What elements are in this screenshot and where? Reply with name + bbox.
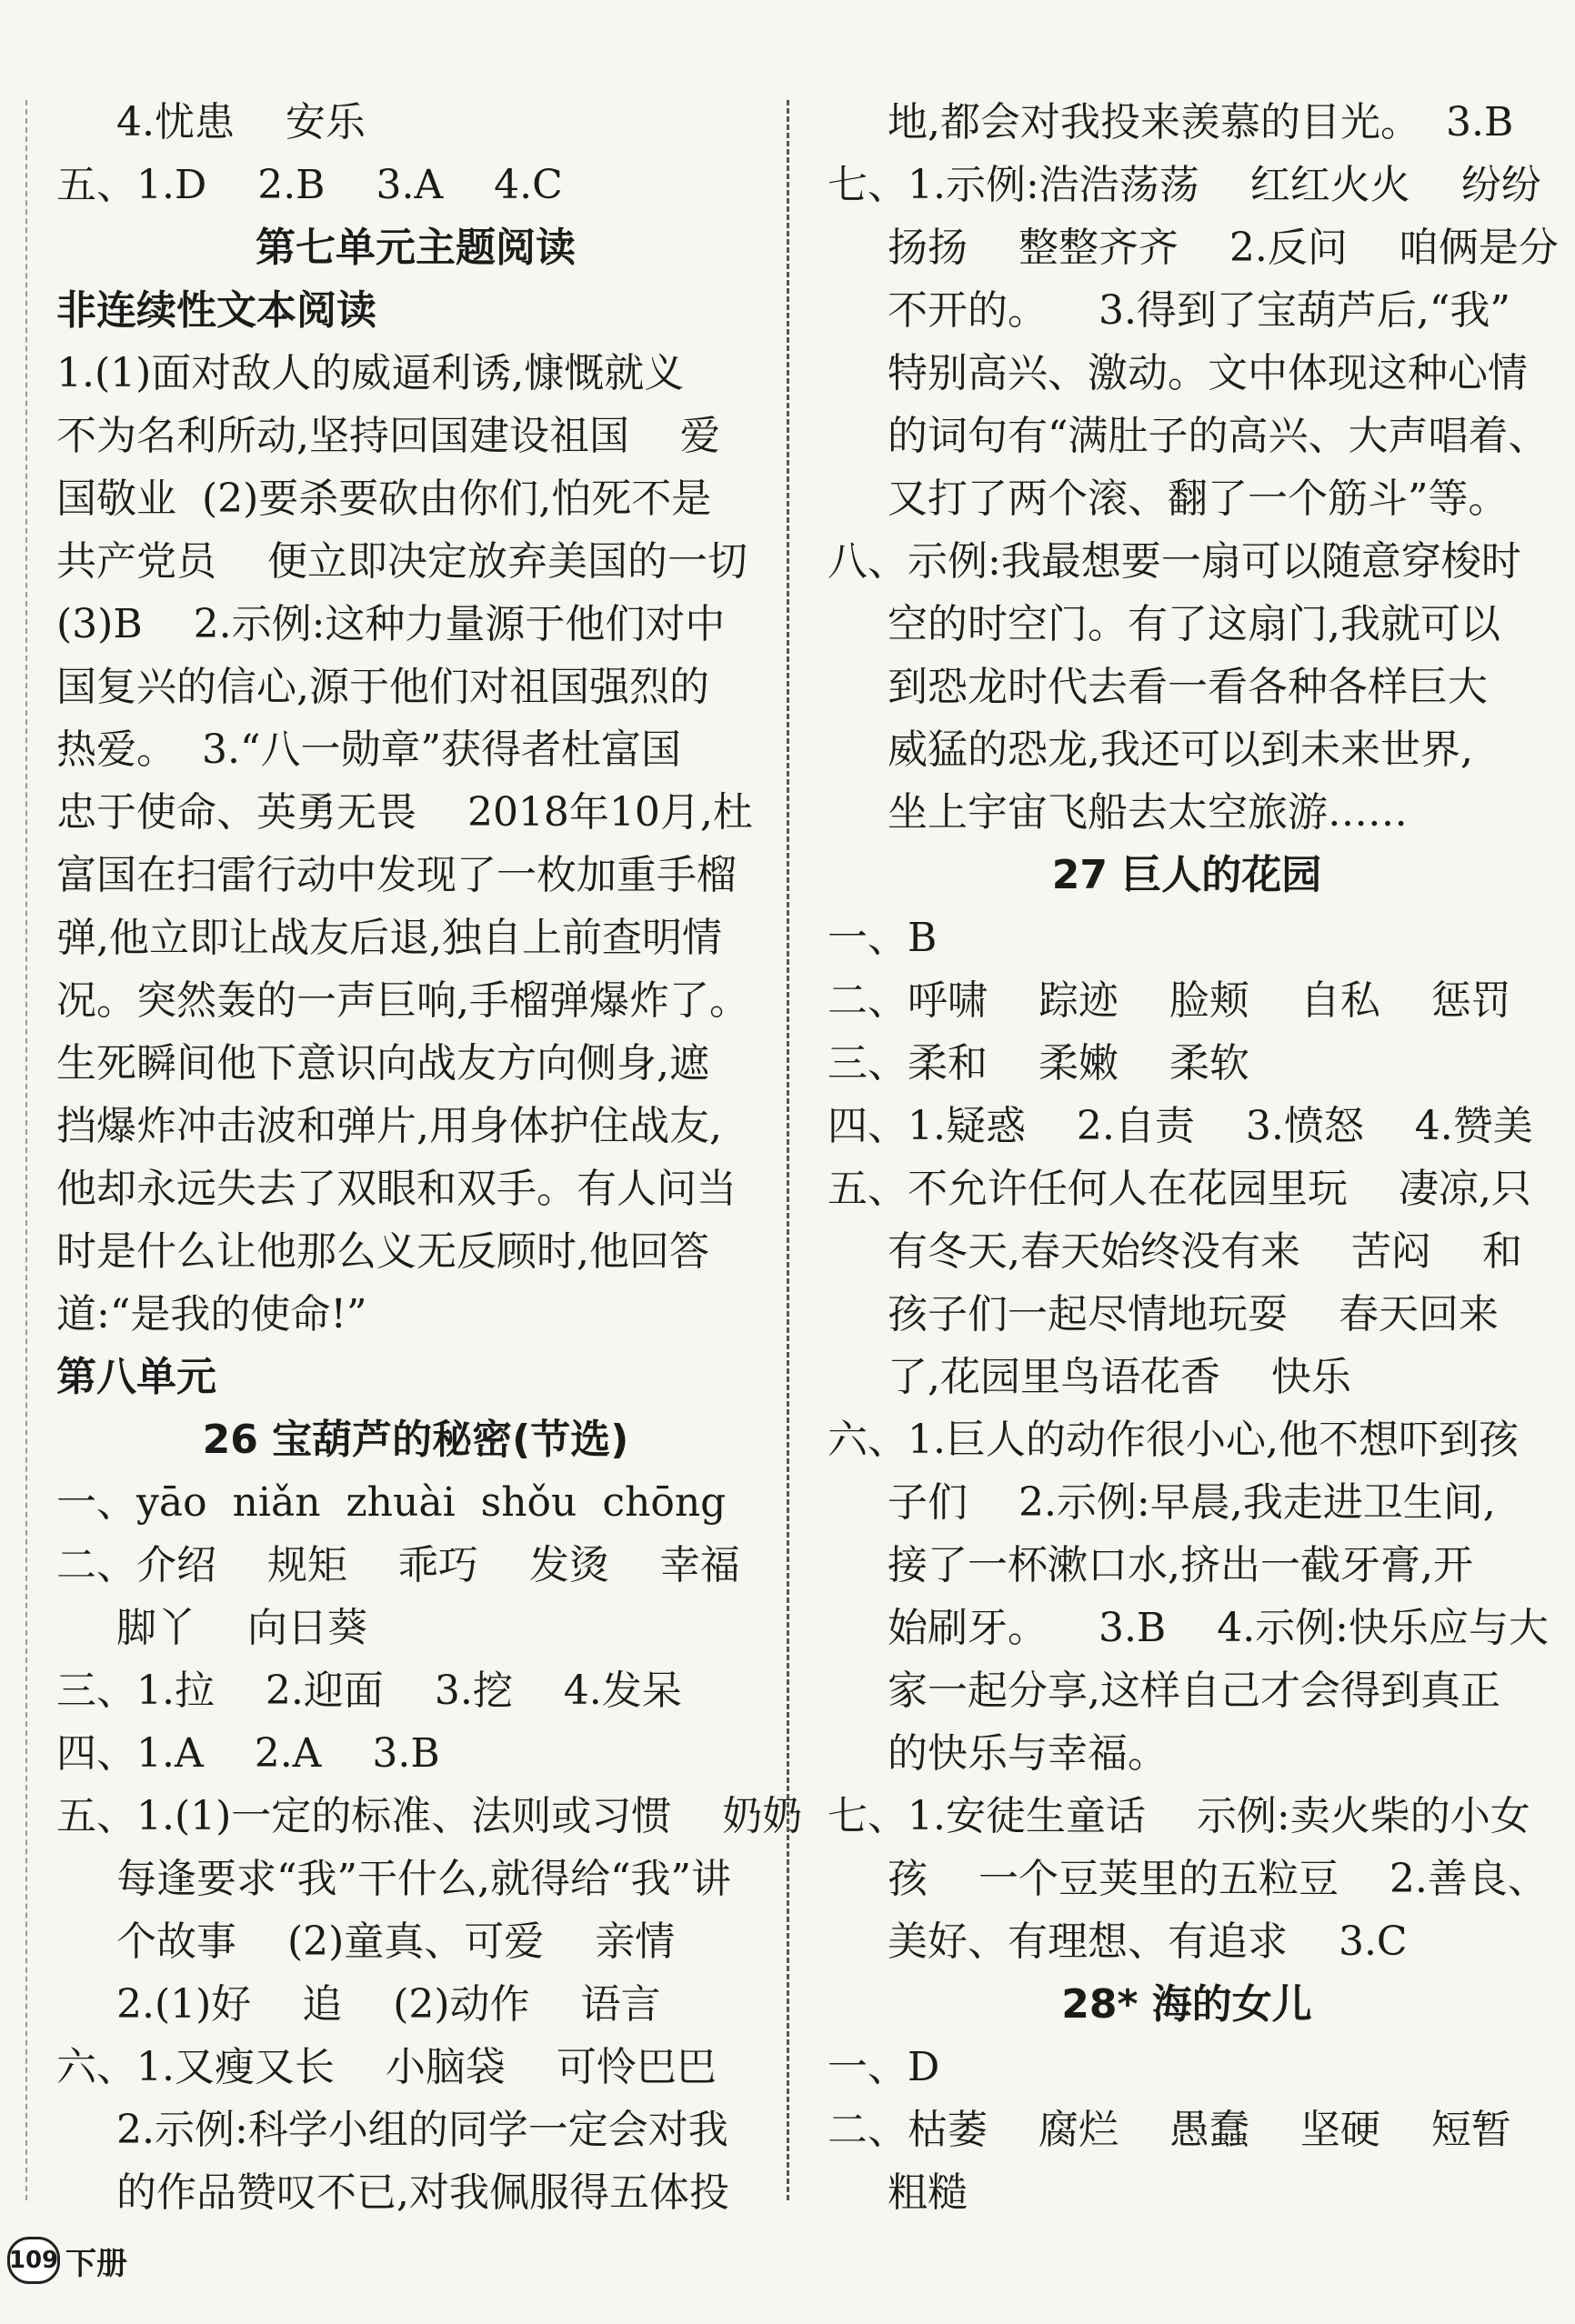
text-line: 五、不允许任何人在花园里玩 凄凉,只 (828, 1166, 1531, 1212)
text-line: 的作品赞叹不已,对我佩服得五体投 (116, 2169, 729, 2216)
text-line: 二、呼啸 踪迹 脸颊 自私 惩罚 (828, 977, 1511, 1024)
text-line: 地,都会对我投来羡慕的目光。 3.B (888, 99, 1514, 145)
text-line: 家一起分享,这样自己才会得到真正 (888, 1668, 1500, 1714)
text-line: 孩子们一起尽情地玩耍 春天回来 (888, 1291, 1499, 1337)
text-line: 他却永远失去了双眼和双手。有人问当 (56, 1166, 737, 1212)
text-line: 又打了两个滚、翻了一个筋斗”等。 (888, 476, 1509, 522)
text-line: 六、1.又瘦又长 小脑袋 可怜巴巴 (56, 2044, 717, 2090)
text-line: 三、柔和 柔嫩 柔软 (828, 1040, 1249, 1087)
text-line: 富国在扫雷行动中发现了一枚加重手榴 (56, 852, 737, 898)
text-line: 脚丫 向日葵 (116, 1605, 367, 1651)
text-line: 子们 2.示例:早晨,我走进卫生间, (888, 1479, 1496, 1526)
text-line: 二、枯萎 腐烂 愚蠢 坚硬 短暂 (828, 2107, 1511, 2153)
text-line: 况。突然轰的一声巨响,手榴弹爆炸了。 (56, 977, 749, 1024)
text-line: 道:“是我的使命!” (56, 1291, 367, 1337)
lesson-title: 27 巨人的花园 (1051, 852, 1322, 898)
text-line: 挡爆炸冲击波和弹片,用身体护住战友, (56, 1103, 722, 1149)
page-footer (7, 2237, 127, 2284)
text-line: 不为名利所动,坚持回国建设祖国 爱 (56, 413, 720, 459)
text-line: 七、1.示例:浩浩荡荡 红红火火 纷纷 (828, 162, 1541, 208)
text-line: 威猛的恐龙,我还可以到未来世界, (888, 726, 1473, 773)
left-column (56, 91, 803, 2224)
text-line: 了,花园里鸟语花香 快乐 (888, 1354, 1351, 1400)
text-line: 生死瞬间他下意识向战友方向侧身,遮 (56, 1040, 709, 1087)
text-line: 一、D (828, 2044, 940, 2090)
text-line: 忠于使命、英勇无畏 2018年10月,杜 (56, 789, 753, 836)
text-line: 六、1.巨人的动作很小心,他不想吓到孩 (828, 1417, 1519, 1463)
text-line: 五、1.D 2.B 3.A 4.C (56, 162, 563, 208)
page-number: 109 (7, 2237, 60, 2284)
text-line: 始刷牙。 3.B 4.示例:快乐应与大 (888, 1605, 1550, 1651)
text-line: 三、1.拉 2.迎面 3.挖 4.发呆 (56, 1668, 682, 1714)
text-line: 扬扬 整整齐齐 2.反问 咱俩是分 (888, 225, 1559, 271)
text-line: 一、yāo niǎn zhuài shǒu chōng (56, 1479, 727, 1526)
text-line: 2.示例:科学小组的同学一定会对我 (116, 2107, 728, 2153)
text-line: 有冬天,春天始终没有来 苦闷 和 (888, 1228, 1522, 1275)
text-line: 四、1.疑惑 2.自责 3.愤怒 4.赞美 (828, 1103, 1533, 1149)
text-line: 五、1.(1)一定的标准、法则或习惯 奶奶 (56, 1793, 803, 1839)
text-line: 个故事 (2)童真、可爱 亲情 (116, 1918, 676, 1965)
volume-label: 下册 (65, 2245, 127, 2282)
text-line: 孩 一个豆荚里的五粒豆 2.善良、 (888, 1856, 1548, 1902)
text-line: 弹,他立即让战友后退,独自上前查明情 (56, 915, 722, 961)
text-line: 八、示例:我最想要一扇可以随意穿梭时 (828, 538, 1521, 585)
binding-margin-line (25, 100, 27, 2200)
text-line: 接了一杯漱口水,挤出一截牙膏,开 (888, 1542, 1473, 1588)
text-line: 共产党员 便立即决定放弃美国的一切 (56, 538, 747, 585)
text-line: 一、B (828, 915, 938, 961)
text-line: 的词句有“满肚子的高兴、大声唱着、 (888, 413, 1549, 459)
text-line: 坐上宇宙飞船去太空旅游…… (888, 789, 1408, 836)
lesson-title: 26 宝葫芦的秘密(节选) (202, 1417, 629, 1463)
text-line: 粗糙 (888, 2169, 968, 2216)
section-heading: 第七单元主题阅读 (256, 225, 576, 271)
subsection-heading: 非连续性文本阅读 (56, 287, 376, 334)
lesson-title: 28* 海的女儿 (1061, 1981, 1312, 2028)
text-line: 特别高兴、激动。文中体现这种心情 (888, 350, 1528, 396)
text-line: 不开的。 3.得到了宝葫芦后,“我” (888, 287, 1510, 334)
right-column (828, 91, 1559, 2224)
text-line: 的快乐与幸福。 (888, 1730, 1168, 1777)
unit-heading: 第八单元 (56, 1354, 216, 1400)
text-line: 2.(1)好 追 (2)动作 语言 (116, 1981, 661, 2028)
text-line: 七、1.安徒生童话 示例:卖火柴的小女 (828, 1793, 1530, 1839)
text-line: 美好、有理想、有追求 3.C (888, 1918, 1408, 1965)
text-line: 时是什么让他那么义无反顾时,他回答 (56, 1228, 709, 1275)
text-line: 空的时空门。有了这扇门,我就可以 (888, 601, 1500, 647)
text-line: 二、介绍 规矩 乖巧 发烫 幸福 (56, 1542, 740, 1588)
text-line: 4.忧患 安乐 (116, 99, 366, 145)
text-line: (3)B 2.示例:这种力量源于他们对中 (56, 601, 726, 647)
column-divider (787, 100, 789, 2200)
text-line: 国复兴的信心,源于他们对祖国强烈的 (56, 664, 709, 710)
text-line: 到恐龙时代去看一看各种各样巨大 (888, 664, 1488, 710)
text-line: 热爱。 3.“八一勋章”获得者杜富国 (56, 726, 681, 773)
text-line: 四、1.A 2.A 3.B (56, 1730, 440, 1777)
text-line: 国敬业 (2)要杀要砍由你们,怕死不是 (56, 476, 712, 522)
text-line: 1.(1)面对敌人的威逼利诱,慷慨就义 (56, 350, 685, 396)
text-line: 每逢要求“我”干什么,就得给“我”讲 (116, 1856, 731, 1902)
